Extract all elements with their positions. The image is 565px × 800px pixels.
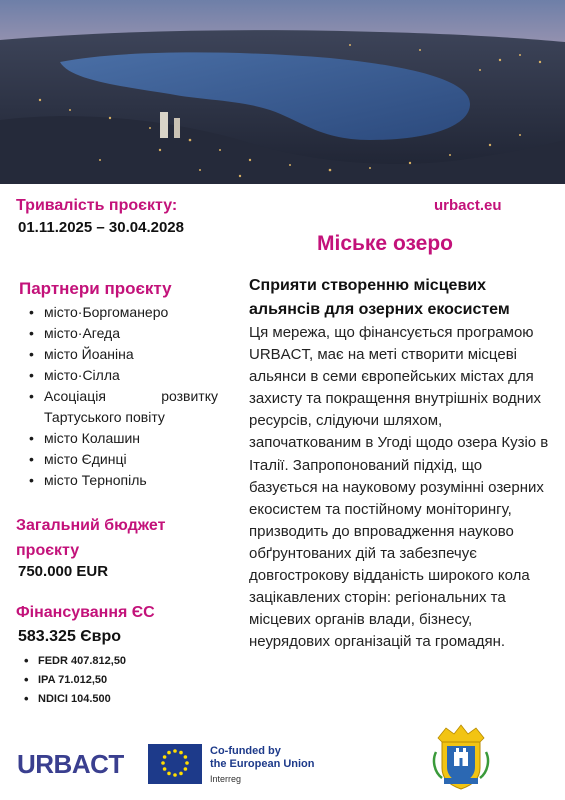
eu-flag-icon [148, 744, 202, 789]
partner-item: • місто Йоаніна [26, 344, 218, 365]
partner-item: • місто·Агеда [26, 323, 218, 344]
partner-item: • місто Тернопіль [26, 470, 218, 491]
partner-item: • місто·Боргоманеро [26, 302, 218, 323]
partner-item: • місто Єдинці [26, 449, 218, 470]
ternopil-crest-icon [430, 722, 492, 797]
eu-line-1: Co-funded by [210, 745, 281, 757]
main-description: Ця мережа, що фінансується програмою URBACT, має на меті створити місцеві альянси в семи європейських містах для захисту та покращення внутрішніх водних ресурсів, слідуючи шляхом, започаткованим в Угоді щодо озера Кузіо в Італії. Запропонований підхід, що базується на науковому розумінні озерних екосистем та постійному моніторингу, призводить до впровадження науково обґрунтованих дій та забезпечує довгострокову відданість широкого кола зацікавлених сторін: регіональних та місцевих органів влади, бізнесу, неурядових організацій та громадян. [249, 324, 549, 651]
partners-list [26, 302, 218, 491]
duration-value: 01.11.2025 – 30.04.2028 [18, 219, 184, 236]
urbact-logo: URBACT [17, 749, 124, 779]
website-link[interactable]: urbact.eu [434, 197, 502, 214]
partner-item: • місто·Сілла [26, 365, 218, 386]
eu-line-3: Interreg [210, 774, 242, 784]
hero-photo-lake-city [0, 0, 565, 184]
duration-label: Тривалість проєкту: [16, 197, 178, 214]
fund-item: • NDICI 104.500 [22, 690, 126, 709]
partner-item: • Асоціація розвитку Тартуського повіту [26, 386, 218, 428]
eu-line-2: the European Union [210, 758, 315, 770]
partners-title: Партнери проєкту [19, 279, 172, 298]
eu-cofunded-text [210, 745, 315, 786]
main-subheading: Сприяти створенню місцевих альянсів для озерних екосистем [249, 277, 510, 318]
eu-funding-list [22, 652, 126, 709]
eu-funding-title: Фінансування ЄС [16, 604, 155, 621]
budget-title: Загальний бюджет проєкту [16, 517, 166, 559]
fund-item: • FEDR 407.812,50 [22, 652, 126, 671]
budget-value: 750.000 EUR [18, 563, 109, 580]
eu-funding-total: 583.325 Євро [18, 628, 122, 645]
project-title: Міське озеро [317, 232, 453, 255]
fund-item: • IPA 71.012,50 [22, 671, 126, 690]
partner-item: • місто Колашин [26, 428, 218, 449]
